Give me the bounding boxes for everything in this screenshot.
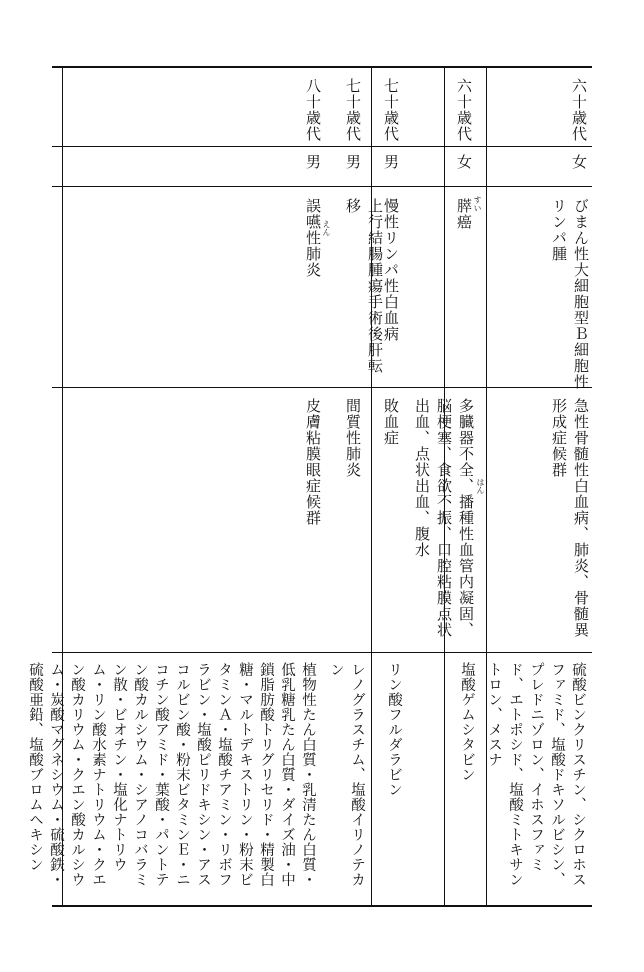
case1-cause: 急性骨髄性白血病、肺炎、骨髄異形成症候群 [550,398,590,638]
case3-drugs: リン酸フルダラビン [386,662,402,797]
case4-age: 七十歳代 [344,78,362,142]
case2-cause-ruby: はん [476,478,485,494]
case4-cause: 間質性肺炎 [344,398,362,478]
table-bottom-border [52,905,592,907]
column-divider-3 [486,66,487,906]
case2-disease-ruby: すい [473,196,482,212]
case4-disease: 上行結腸腫瘍手術後肝転移 [344,198,384,374]
case1-age: 六十歳代 [570,78,588,142]
case5-cause: 皮膚粘膜眼症候群 [304,398,322,526]
case3-sex: 男 [382,154,400,170]
case5-drugs: 植物性たん白質・乳清たん白質・低乳糖乳たん白質・ダイズ油・中鎖脂肪酸トリグリセリド・精製白糖・マルトデキストリン・粉末ビタミンＡ・塩酸チアミン・リボフラビン・塩酸ピリドキシン・アスコルビン酸・粉末ビタミンＥ・ニコチン酸アミド・葉酸・パントテン酸カルシウム・シアノコバラミン散・ビオチン・塩化ナトリウム・リン酸水素ナトリウム・クエン酸カリウム・クエン酸カルシウム・炭酸マグネシウム・硫酸鉄・硫酸亜鉛、塩酸ブロムヘキシン [27,662,316,887]
case2-sex: 女 [455,154,473,170]
case5-disease: 誤嚥性肺炎 [304,198,322,278]
case2-disease: 膵癌 [455,198,473,230]
case2-cause: 多臓器不全、播種性血管内凝固、脳梗塞、食欲不振、口腔粘膜点状出血、点状出血、腹水 [413,398,475,638]
case3-disease: 慢性リンパ性白血病 [382,198,400,342]
case2-drugs: 塩酸ゲムシタビン [459,662,475,782]
case4-drugs: レノグラスチム、塩酸イリノテカン [328,662,365,887]
case4-sex: 男 [344,154,362,170]
row-divider-sex-disease [52,186,592,187]
table-top-border [52,66,592,68]
case3-cause: 敗血症 [382,398,400,446]
row-divider-cause-drugs [52,652,592,653]
case2-age: 六十歳代 [455,78,473,142]
case1-drugs: 硫酸ビンクリスチン、シクロホスファミド、塩酸ドキソルビシン、プレドニゾロン、イホスファミド、エトポシド、塩酸ミトキサントロン、メスナ [486,662,586,887]
column-divider-1 [371,66,372,906]
case5-age: 八十歳代 [304,78,322,142]
row-divider-age-sex [52,146,592,147]
case1-sex: 女 [570,154,588,170]
row-divider-disease-cause [52,387,592,388]
case1-disease: びまん性大細胞型Ｂ細胞性リンパ腫 [550,198,590,390]
case5-sex: 男 [304,154,322,170]
case3-age: 七十歳代 [382,78,400,142]
case5-disease-ruby: えん [322,220,331,236]
